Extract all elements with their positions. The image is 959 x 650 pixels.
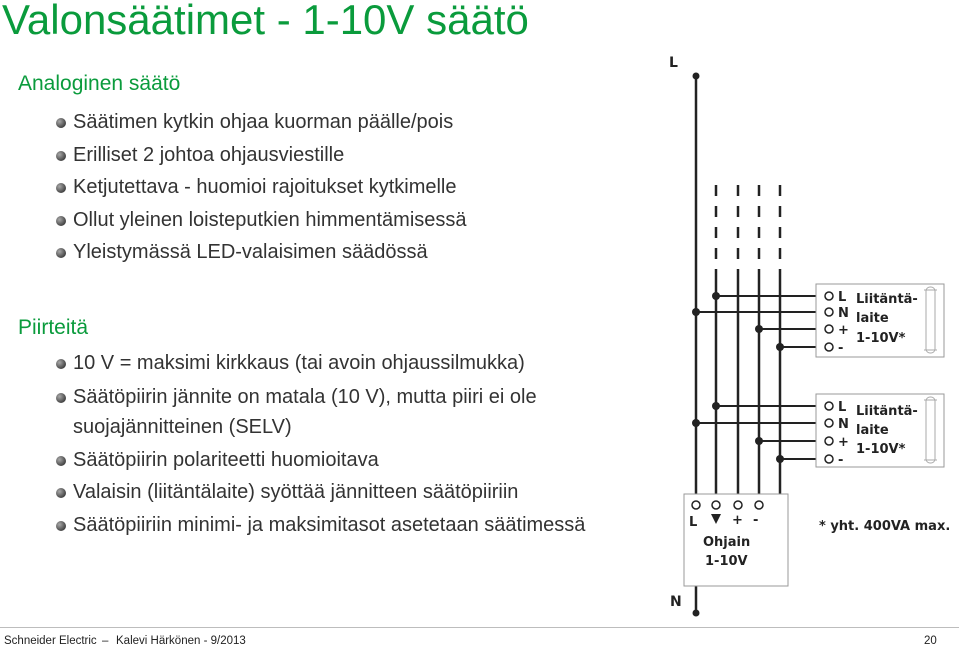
svg-text:+: + [838, 435, 849, 450]
list-item: Yleistymässä LED-valaisimen säädössä [56, 236, 467, 269]
footer-divider [0, 627, 959, 628]
svg-text:N: N [838, 306, 849, 321]
list-item: Ollut yleinen loisteputkien himmentämisessä [56, 204, 467, 237]
svg-text:L: L [838, 290, 847, 305]
page-number: 20 [924, 635, 937, 647]
section-heading-features: Piirteitä [18, 316, 89, 339]
ballast-unit-1 [816, 284, 944, 357]
svg-text:N: N [838, 417, 849, 432]
list-item: Säätöpiirin polariteetti huomioitava [56, 444, 585, 477]
svg-text:laite: laite [856, 311, 889, 326]
note-text: * yht. 400VA max. [819, 519, 951, 534]
svg-text:-: - [838, 341, 844, 356]
neutral-label: N [670, 594, 682, 610]
svg-text:-: - [838, 453, 844, 468]
list-item: Ketjutettava - huomioi rajoitukset kytkimelle [56, 171, 467, 204]
svg-text:1-10V*: 1-10V* [856, 331, 906, 346]
svg-text:L: L [689, 515, 698, 530]
svg-text:L: L [838, 400, 847, 415]
slide-title: Valonsäätimet - 1-10V säätö [2, 0, 529, 43]
list-item: 10 V = maksimi kirkkaus (tai avoin ohjaussilmukka) [56, 347, 585, 380]
footer-company: Schneider Electric [4, 635, 97, 647]
section-heading-analog: Analoginen säätö [18, 72, 181, 95]
svg-text:Liitäntä-: Liitäntä- [856, 292, 918, 307]
svg-text:+: + [732, 513, 743, 528]
list-item: Säätöpiirin jännite on matala (10 V), mutta piiri ei ole suojajännitteinen (SELV) [56, 382, 585, 442]
footer-author: Kalevi Härkönen - 9/2013 [116, 635, 246, 647]
svg-text:1-10V*: 1-10V* [856, 442, 906, 457]
list-item: Valaisin (liitäntälaite) syöttää jännitteen säätöpiiriin [56, 476, 585, 509]
svg-text:1-10V: 1-10V [705, 554, 748, 569]
svg-text:Liitäntä-: Liitäntä- [856, 404, 918, 419]
footer-separator: – [102, 635, 109, 647]
svg-text:-: - [753, 513, 759, 528]
list-item: Säätimen kytkin ohjaa kuorman päälle/pois [56, 106, 467, 139]
ballast-unit-2 [816, 394, 944, 468]
list-item: Erilliset 2 johtoa ohjausviestille [56, 139, 467, 172]
svg-text:+: + [838, 323, 849, 338]
svg-text:Ohjain: Ohjain [703, 535, 751, 550]
list-item: Säätöpiiriin minimi- ja maksimitasot asetetaan säätimessä [56, 509, 585, 542]
controller-unit [684, 494, 788, 586]
line-label: L [669, 55, 678, 71]
svg-text:laite: laite [856, 423, 889, 438]
